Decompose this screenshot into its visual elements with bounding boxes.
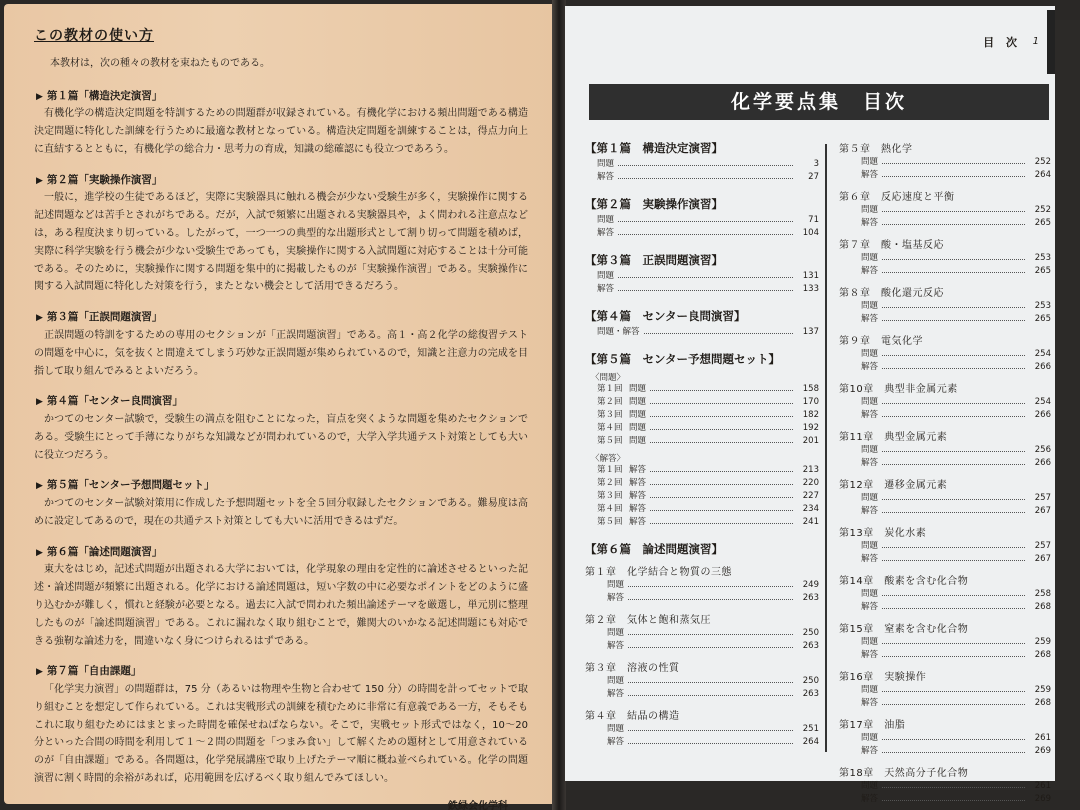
entry-page: 267 [1034,554,1051,564]
triangle-bullet-icon: ▶ [36,313,43,324]
entry-page: 264 [1034,170,1051,180]
toc-entry [839,636,1051,649]
section-4 [34,392,528,464]
dot-leader [882,444,1025,452]
toc-entry [585,409,819,422]
entry-page: 265 [1034,266,1051,276]
entry-page: 253 [1034,253,1051,263]
toc-entry [839,169,1051,182]
dot-leader [882,348,1025,356]
dot-leader [882,540,1025,548]
toc-entry [585,736,819,749]
section-title: 第５篇「センター予想問題セット」 [46,479,215,492]
toc-entry [839,540,1051,553]
entry-label: 解答 [607,641,625,651]
toc-entry [585,627,819,640]
entry-page: 258 [1034,589,1051,599]
entry-label: 問題 [629,397,647,407]
entry-label: 問題 [861,733,879,743]
entry-page: 182 [802,410,819,420]
dot-leader [882,252,1025,260]
toc-entry [839,265,1051,278]
toc-chapter-title: 第６章 反応速度と平衡 [839,192,955,203]
entry-label: 解答 [597,228,615,238]
dot-leader [882,492,1025,500]
section-7 [34,662,528,787]
toc-part-title: 【第５篇 センター予想問題セット】 [585,352,781,366]
entry-page: 268 [1034,698,1051,708]
entry-page: 250 [802,628,819,638]
entry-label: 問題 [629,410,647,420]
entry-page: 261 [1034,733,1051,743]
entry-page: 268 [1034,650,1051,660]
entry-number: 第１回 [597,465,623,475]
entry-number: 第３回 [597,491,623,501]
entry-number: 第５回 [597,436,623,446]
entry-label: 解答 [607,593,625,603]
entry-label: 問題・解答 [597,327,640,337]
entry-label: 解答 [629,517,647,527]
dot-leader [882,265,1025,273]
toc-entry [585,477,819,490]
entry-page: 234 [802,504,819,514]
toc-chapter-title: 第７章 酸・塩基反応 [839,240,944,251]
entry-label: 解答 [861,362,879,372]
entry-label: 問題 [861,301,879,311]
dot-leader [882,636,1025,644]
toc-chapter-title: 第４章 結晶の構造 [585,711,680,722]
toc-entry [585,640,819,653]
toc-entry [585,579,819,592]
entry-page: 3 [813,159,819,169]
signature: 鉄緑会化学科 [448,800,508,810]
entry-label: 問題 [861,589,879,599]
entry-page: 241 [802,517,819,527]
toc-column-right [839,140,1051,806]
triangle-bullet-icon: ▶ [36,397,43,408]
dot-leader [882,588,1025,596]
entry-page: 158 [802,384,819,394]
toc-entry [839,505,1051,518]
dot-leader [650,503,793,511]
dot-leader [650,396,793,404]
entry-label: 問題 [861,445,879,455]
dot-leader [882,505,1025,513]
toc-entry [839,457,1051,470]
dot-leader [882,780,1025,788]
dot-leader [882,457,1025,465]
dot-leader [882,601,1025,609]
entry-number: 第１回 [597,384,623,394]
dot-leader [650,409,793,417]
toc-chapter-title: 第13章 炭化水素 [839,528,927,539]
toc-entry [839,553,1051,566]
entry-label: 問題 [861,637,879,647]
toc-entry [839,732,1051,745]
dot-leader [628,688,793,696]
entry-page: 220 [802,478,819,488]
toc-chapter-title: 第17章 油脂 [839,720,906,731]
toc-entry [839,313,1051,326]
dot-leader [650,383,793,391]
section-3 [34,308,528,380]
dot-leader [882,409,1025,417]
toc-entry [585,171,819,184]
entry-page: 251 [802,724,819,734]
toc-entry [585,688,819,701]
entry-label: 問題 [861,253,879,263]
dot-leader [618,227,793,235]
dot-leader [882,169,1025,177]
toc-entry [839,300,1051,313]
entry-label: 解答 [607,689,625,699]
dot-leader [618,171,793,179]
entry-label: 解答 [861,650,879,660]
toc-entry [585,464,819,477]
entry-page: 266 [1034,458,1051,468]
entry-page: 263 [802,593,819,603]
section-6 [34,543,528,651]
entry-page: 259 [1034,685,1051,695]
toc-part-title: 【第３篇 正誤問題演習】 [585,253,723,267]
toc-chapter-title: 第１章 化学結合と物質の三態 [585,567,732,578]
dot-leader [644,326,793,334]
entry-page: 263 [802,641,819,651]
dot-leader [650,516,793,524]
entry-page: 252 [1034,205,1051,215]
dot-leader [882,204,1025,212]
entry-page: 213 [802,465,819,475]
toc-column-left [585,140,819,749]
entry-page: 267 [1034,506,1051,516]
entry-number: 第４回 [597,423,623,433]
toc-part-title: 【第４篇 センター良問演習】 [585,309,746,323]
dot-leader [650,490,793,498]
dot-leader [628,627,793,635]
toc-entry [839,697,1051,710]
entry-label: 問題 [629,423,647,433]
entry-page: 261 [1034,781,1051,791]
intro-text: 本教材は，次の種々の教材を束ねたものである。 [50,57,270,69]
entry-page: 71 [808,215,819,225]
entry-page: 266 [1034,410,1051,420]
dot-leader [650,435,793,443]
entry-label: 解答 [861,170,879,180]
toc-entry [839,492,1051,505]
toc-chapter-title: 第５章 熱化学 [839,144,913,155]
entry-page: 268 [1034,602,1051,612]
entry-page: 254 [1034,397,1051,407]
section-body: 正誤問題の特訓をするための専用のセクションが「正誤問題演習」である。高１・高２化学の総復習テストの問題を中心に，気を抜くと間違えてしまう巧妙な正誤問題が集められているので，知識と注意力の完成を目指して取り組んでみるとよいだろう。 [34,329,528,377]
entry-page: 265 [1034,218,1051,228]
dot-leader [882,732,1025,740]
left-page [4,4,554,810]
entry-number: 第２回 [597,478,623,488]
entry-page: 256 [1034,445,1051,455]
toc-chapter-title: 第10章 典型非金属元素 [839,384,958,395]
dot-leader [628,723,793,731]
dot-leader [628,592,793,600]
entry-page: 259 [1034,637,1051,647]
toc-entry [585,592,819,605]
index-tab [1047,10,1055,74]
entry-label: 解答 [629,465,647,475]
section-1 [34,87,528,159]
dot-leader [650,477,793,485]
toc-entry [839,204,1051,217]
toc-part-title: 【第２篇 実験操作演習】 [585,197,723,211]
toc-entry [839,361,1051,374]
toc-chapter-title: 第16章 実験操作 [839,672,927,683]
section-2 [34,171,528,296]
entry-label: 問題 [607,724,625,734]
toc-chapter-title: 第18章 天然高分子化合物 [839,768,969,779]
entry-page: 133 [802,284,819,294]
toc-chapter-title: 第３章 溶液の性質 [585,663,680,674]
entry-page: 104 [802,228,819,238]
entry-page: 249 [802,580,819,590]
toc-entry [585,490,819,503]
dot-leader [628,675,793,683]
dot-leader [882,793,1025,801]
entry-number: 第２回 [597,397,623,407]
toc-entry [839,601,1051,614]
toc-entry [585,283,819,296]
toc-entry [839,444,1051,457]
toc-entry [585,383,819,396]
dot-leader [650,422,793,430]
entry-label: 解答 [629,504,647,514]
toc-chapter-title: 第15章 窒素を含む化合物 [839,624,969,635]
toc-title: 化学要点集 目次 [589,84,1049,120]
entry-number: 第４回 [597,504,623,514]
entry-page: 201 [802,436,819,446]
page-heading: この教材の使い方 [34,28,154,44]
dot-leader [618,283,793,291]
dot-leader [628,579,793,587]
dot-leader [650,464,793,472]
entry-label: 問題 [861,685,879,695]
toc-entry [839,793,1051,806]
toc-entry [839,252,1051,265]
dot-leader [628,640,793,648]
triangle-bullet-icon: ▶ [36,481,43,492]
section-body: かつてのセンター試験対策用に作成した予想問題セットを全５回分収録したセクションである。難易度は高めに設定してあるので，現在の共通テスト対策としても大いに活用できるはずだ。 [34,498,528,527]
dot-leader [882,745,1025,753]
running-head: 目 次 [983,36,1021,49]
triangle-bullet-icon: ▶ [36,175,43,186]
toc-entry [839,649,1051,662]
entry-label: 問題 [597,271,615,281]
toc-part-title: 【第６篇 論述問題演習】 [585,542,723,556]
entry-page: 264 [802,737,819,747]
dot-leader [882,361,1025,369]
entry-number: 第３回 [597,410,623,420]
entry-page: 27 [808,172,819,182]
entry-page: 137 [802,327,819,337]
dot-leader [882,553,1025,561]
section-title: 第３篇「正誤問題演習」 [46,311,163,324]
toc-entry [839,745,1051,758]
entry-label: 解答 [861,698,879,708]
entry-label: 問題 [861,781,879,791]
toc-chapter-title: 第12章 遷移金属元素 [839,480,948,491]
entry-page: 254 [1034,349,1051,359]
page-number: 1 [1032,36,1039,47]
toc-entry [839,156,1051,169]
entry-label: 問題 [861,541,879,551]
entry-page: 227 [802,491,819,501]
entry-page: 269 [1034,794,1051,804]
entry-label: 解答 [861,218,879,228]
dot-leader [882,217,1025,225]
entry-label: 問題 [861,157,879,167]
section-body: 東大をはじめ，記述式問題が出題される大学においては，化学現象の理由を定性的に論述させるといった記述・論述問題が頻繁に出題される。化学における論述問題は，短い字数の中に必要なポイントをどのように盛り込むかが難しく，慣れと経験が必要となる。過去に入試で問われた頻出論述テーマを厳選し，単元別に整理したものが「論述問題演習」である。これに漏れなく取り組むことで，難関大のいかなる記述問題にも対応できる強靭な論述力を，間違いなく身につけられるはずである。 [34,564,528,647]
dot-leader [618,214,793,222]
section-body: 一般に，進学校の生徒であるほど，実際に実験器具に触れる機会が少ない受験生が多く，実験操作に関する記述問題などは苦手とされがちである。だが，入試で頻繁に出題される実験器具や，よく問われる注意点などは，ある程度決まり切っている。したがって，一つ一つの典型的な出題形式として割り切って問題を積めば，実際に科学実験を行う機会が少ない受験生であっても，実験操作に関する入試問題に対応することは十分可能である。そのために，実験操作に関する問題を集中的に掲載したものが「実験操作演習」である。実験操作に関する入試問題に特化した対策を行う，またとない機会として活用できるだろう。 [34,192,528,293]
column-divider [825,144,827,752]
entry-label: 解答 [629,478,647,488]
section-title: 第４篇「センター良問演習」 [46,395,184,408]
toc-entry [839,409,1051,422]
dot-leader [882,649,1025,657]
entry-label: 解答 [597,172,615,182]
entry-page: 131 [802,271,819,281]
entry-page: 269 [1034,746,1051,756]
toc-chapter-title: 第14章 酸素を含む化合物 [839,576,969,587]
entry-label: 解答 [861,314,879,324]
toc-entry [585,503,819,516]
toc-chapter-title: 第11章 典型金属元素 [839,432,948,443]
entry-label: 解答 [861,506,879,516]
toc-entry [839,588,1051,601]
section-title: 第１篇「構造決定演習」 [46,89,163,102]
entry-page: 253 [1034,301,1051,311]
right-page [565,6,1055,804]
entry-label: 解答 [607,737,625,747]
entry-label: 問題 [607,676,625,686]
toc-entry [839,780,1051,793]
entry-label: 解答 [629,491,647,501]
toc-entry [585,227,819,240]
toc-entry [585,723,819,736]
dot-leader [618,270,793,278]
toc-entry [585,516,819,529]
toc-entry [585,158,819,171]
entry-label: 解答 [597,284,615,294]
entry-label: 解答 [861,794,879,804]
entry-label: 問題 [629,384,647,394]
dot-leader [618,158,793,166]
entry-page: 263 [802,689,819,699]
entry-page: 257 [1034,493,1051,503]
toc-entry [585,214,819,227]
entry-label: 問題 [597,159,615,169]
entry-label: 問題 [629,436,647,446]
toc-entry [839,217,1051,230]
dot-leader [882,396,1025,404]
dot-leader [882,156,1025,164]
entry-label: 問題 [861,493,879,503]
triangle-bullet-icon: ▶ [36,91,43,102]
dot-leader [882,697,1025,705]
entry-label: 問題 [861,205,879,215]
entry-label: 問題 [597,215,615,225]
toc-subhead: 〈問題〉 [591,373,626,383]
entry-label: 解答 [861,602,879,612]
entry-page: 252 [1034,157,1051,167]
entry-label: 問題 [861,349,879,359]
toc-entry [585,435,819,448]
triangle-bullet-icon: ▶ [36,667,43,678]
section-title: 第７篇「自由課題」 [46,665,142,678]
toc-part-title: 【第１篇 構造決定演習】 [585,141,723,155]
entry-page: 192 [802,423,819,433]
section-body: 有機化学の構造決定問題を特訓するための問題群が収録されている。有機化学における頻出問題である構造決定問題に特化した訓練を行うために最適な教材となっている。構造決定問題を訓練することは，得点力向上に直結するとともに，有機化学の総合力・思考力の育成，知識の総確認にも役立つであろう。 [34,108,528,155]
entry-label: 問題 [607,628,625,638]
toc-entry [839,396,1051,409]
triangle-bullet-icon: ▶ [36,547,43,558]
section-5 [34,476,528,530]
section-title: 第２篇「実験操作演習」 [46,173,163,186]
entry-page: 257 [1034,541,1051,551]
toc-subhead: 〈解答〉 [591,454,626,464]
section-body: 「化学実力演習」の問題群は，75 分（あるいは物理や生物と合わせて 150 分）の時間を計ってセットで取り組むことを想定して作られている。これは実戦形式の訓練を積むために非常に有意義である一方，そもそもこれに取り組むためにはまとまった時間を確保せねばならない。そこで，実戦セット形式ではなく，10～20分といった合間の時間を利用して１～２問の問題を「つまみ食い」して解くための題材として用意されているのが「自由課題」である。各問題は，化学発展講座で取り上げたテーマ順に概ね並べられている。化学の問題演習に割く時間的余裕があれば，応用範囲を広げるべく取り組んでみてほしい。 [34,684,528,785]
toc-entry [839,348,1051,361]
toc-entry [585,326,819,339]
entry-label: 問題 [861,397,879,407]
toc-entry [585,422,819,435]
dot-leader [882,684,1025,692]
book-gutter [552,0,566,810]
toc-chapter-title: 第２章 気体と飽和蒸気圧 [585,615,711,626]
section-title: 第６篇「論述問題演習」 [46,545,163,558]
entry-page: 266 [1034,362,1051,372]
entry-number: 第５回 [597,517,623,527]
entry-page: 250 [802,676,819,686]
toc-entry [585,270,819,283]
toc-chapter-title: 第９章 電気化学 [839,336,923,347]
section-body: かつてのセンター試験で，受験生の満点を阻むことになった，盲点を突くような問題を集めたセクションである。受験生にとって手薄になりがちな知識などが問われているので，大学入学共通テスト対策としても大いに役立つだろう。 [34,414,528,461]
entry-label: 解答 [861,458,879,468]
toc-entry [585,675,819,688]
entry-label: 解答 [861,266,879,276]
dot-leader [882,313,1025,321]
entry-label: 解答 [861,554,879,564]
entry-page: 265 [1034,314,1051,324]
dot-leader [628,736,793,744]
toc-chapter-title: 第８章 酸化還元反応 [839,288,944,299]
toc-entry [839,684,1051,697]
entry-label: 解答 [861,746,879,756]
toc-entry [585,396,819,409]
entry-label: 解答 [861,410,879,420]
entry-page: 170 [802,397,819,407]
entry-label: 問題 [607,580,625,590]
dot-leader [882,300,1025,308]
